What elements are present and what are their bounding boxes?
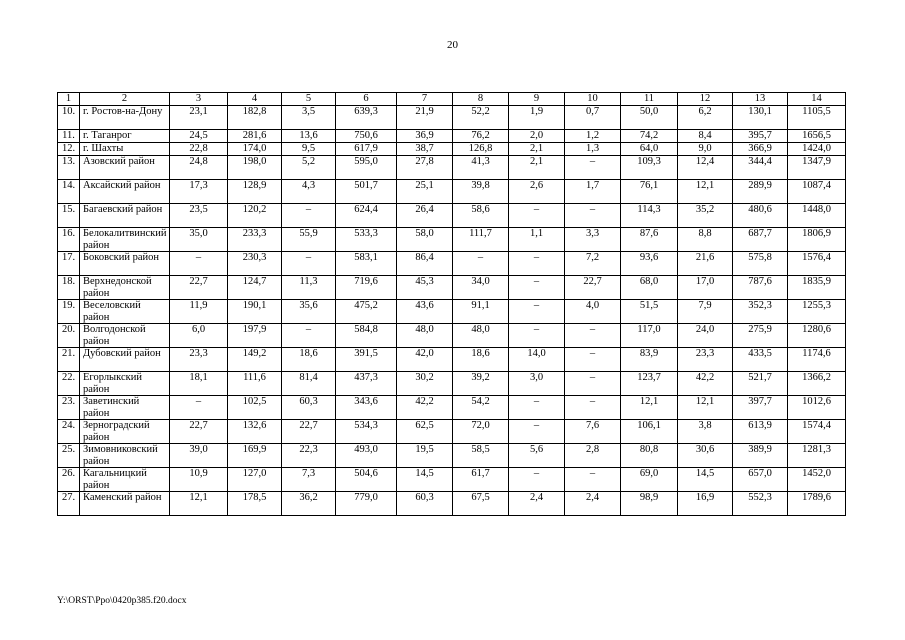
row-number: 18. <box>58 276 80 300</box>
cell-col-8: 111,7 <box>453 228 509 252</box>
cell-col-9: – <box>509 420 565 444</box>
cell-col-8: 41,3 <box>453 156 509 180</box>
cell-col-11: 74,2 <box>621 130 678 143</box>
cell-col-10: – <box>565 324 621 348</box>
column-header-11: 11 <box>621 93 678 106</box>
cell-col-12: 16,9 <box>678 492 733 516</box>
cell-col-7: 42,2 <box>397 396 453 420</box>
cell-col-9: 2,0 <box>509 130 565 143</box>
cell-col-8: 61,7 <box>453 468 509 492</box>
cell-col-11: 123,7 <box>621 372 678 396</box>
cell-col-4: 178,5 <box>228 492 282 516</box>
cell-col-4: 182,8 <box>228 106 282 130</box>
cell-col-3: – <box>170 396 228 420</box>
cell-col-11: 114,3 <box>621 204 678 228</box>
cell-col-3: 10,9 <box>170 468 228 492</box>
cell-col-13: 480,6 <box>733 204 788 228</box>
cell-col-4: 169,9 <box>228 444 282 468</box>
row-number: 24. <box>58 420 80 444</box>
cell-col-12: 7,9 <box>678 300 733 324</box>
district-name: Кагальницкий район <box>80 468 170 492</box>
district-name: г. Шахты <box>80 143 170 156</box>
cell-col-5: 81,4 <box>282 372 336 396</box>
cell-col-13: 575,8 <box>733 252 788 276</box>
cell-col-12: 24,0 <box>678 324 733 348</box>
cell-col-6: 437,3 <box>336 372 397 396</box>
cell-col-4: 281,6 <box>228 130 282 143</box>
cell-col-6: 639,3 <box>336 106 397 130</box>
district-name: Веселовский район <box>80 300 170 324</box>
cell-col-4: 190,1 <box>228 300 282 324</box>
column-header-3: 3 <box>170 93 228 106</box>
cell-col-14: 1012,6 <box>788 396 846 420</box>
cell-col-5: 22,7 <box>282 420 336 444</box>
cell-col-11: 83,9 <box>621 348 678 372</box>
cell-col-14: 1105,5 <box>788 106 846 130</box>
cell-col-6: 583,1 <box>336 252 397 276</box>
cell-col-12: 8,4 <box>678 130 733 143</box>
cell-col-8: 52,2 <box>453 106 509 130</box>
cell-col-6: 533,3 <box>336 228 397 252</box>
table-row <box>58 130 846 143</box>
table-row <box>58 468 846 492</box>
row-number: 14. <box>58 180 80 204</box>
cell-col-14: 1835,9 <box>788 276 846 300</box>
cell-col-10: 2,8 <box>565 444 621 468</box>
cell-col-14: 1452,0 <box>788 468 846 492</box>
cell-col-11: 50,0 <box>621 106 678 130</box>
row-number: 17. <box>58 252 80 276</box>
cell-col-11: 64,0 <box>621 143 678 156</box>
cell-col-3: 11,9 <box>170 300 228 324</box>
cell-col-6: 584,8 <box>336 324 397 348</box>
cell-col-10: 4,0 <box>565 300 621 324</box>
cell-col-3: 35,0 <box>170 228 228 252</box>
cell-col-7: 25,1 <box>397 180 453 204</box>
district-name: Зимовниковский район <box>80 444 170 468</box>
row-number: 16. <box>58 228 80 252</box>
cell-col-5: 11,3 <box>282 276 336 300</box>
column-header-2: 2 <box>80 93 170 106</box>
cell-col-5: – <box>282 204 336 228</box>
cell-col-14: 1448,0 <box>788 204 846 228</box>
cell-col-13: 344,4 <box>733 156 788 180</box>
cell-col-8: 54,2 <box>453 396 509 420</box>
cell-col-7: 42,0 <box>397 348 453 372</box>
district-name: Егорлыкский район <box>80 372 170 396</box>
cell-col-7: 26,4 <box>397 204 453 228</box>
column-header-1: 1 <box>58 93 80 106</box>
cell-col-12: 23,3 <box>678 348 733 372</box>
cell-col-4: 132,6 <box>228 420 282 444</box>
cell-col-11: 87,6 <box>621 228 678 252</box>
table-row <box>58 276 846 300</box>
cell-col-13: 521,7 <box>733 372 788 396</box>
cell-col-14: 1347,9 <box>788 156 846 180</box>
cell-col-10: 2,4 <box>565 492 621 516</box>
cell-col-3: 6,0 <box>170 324 228 348</box>
cell-col-4: 124,7 <box>228 276 282 300</box>
cell-col-8: 58,6 <box>453 204 509 228</box>
table-row <box>58 204 846 228</box>
cell-col-8: 67,5 <box>453 492 509 516</box>
cell-col-3: 23,3 <box>170 348 228 372</box>
cell-col-3: 22,7 <box>170 276 228 300</box>
cell-col-4: 230,3 <box>228 252 282 276</box>
row-number: 21. <box>58 348 80 372</box>
cell-col-11: 12,1 <box>621 396 678 420</box>
column-header-14: 14 <box>788 93 846 106</box>
cell-col-13: 613,9 <box>733 420 788 444</box>
cell-col-12: 12,1 <box>678 180 733 204</box>
cell-col-5: 5,2 <box>282 156 336 180</box>
row-number: 26. <box>58 468 80 492</box>
row-number: 27. <box>58 492 80 516</box>
cell-col-13: 395,7 <box>733 130 788 143</box>
cell-col-14: 1789,6 <box>788 492 846 516</box>
cell-col-10: 3,3 <box>565 228 621 252</box>
cell-col-14: 1366,2 <box>788 372 846 396</box>
cell-col-13: 130,1 <box>733 106 788 130</box>
district-name: Дубовский район <box>80 348 170 372</box>
table-row <box>58 143 846 156</box>
column-header-9: 9 <box>509 93 565 106</box>
column-header-6: 6 <box>336 93 397 106</box>
cell-col-6: 719,6 <box>336 276 397 300</box>
cell-col-13: 787,6 <box>733 276 788 300</box>
cell-col-9: 2,6 <box>509 180 565 204</box>
table-row <box>58 324 846 348</box>
cell-col-10: – <box>565 396 621 420</box>
cell-col-14: 1255,3 <box>788 300 846 324</box>
row-number: 23. <box>58 396 80 420</box>
cell-col-12: 3,8 <box>678 420 733 444</box>
cell-col-9: 5,6 <box>509 444 565 468</box>
cell-col-4: 111,6 <box>228 372 282 396</box>
cell-col-10: – <box>565 348 621 372</box>
cell-col-6: 504,6 <box>336 468 397 492</box>
cell-col-8: – <box>453 252 509 276</box>
cell-col-6: 501,7 <box>336 180 397 204</box>
cell-col-7: 30,2 <box>397 372 453 396</box>
cell-col-11: 80,8 <box>621 444 678 468</box>
table-header-row <box>58 93 846 106</box>
data-table <box>57 92 846 516</box>
cell-col-11: 93,6 <box>621 252 678 276</box>
cell-col-10: 1,7 <box>565 180 621 204</box>
cell-col-14: 1174,6 <box>788 348 846 372</box>
cell-col-8: 34,0 <box>453 276 509 300</box>
cell-col-7: 21,9 <box>397 106 453 130</box>
cell-col-12: 6,2 <box>678 106 733 130</box>
cell-col-5: 4,3 <box>282 180 336 204</box>
cell-col-12: 30,6 <box>678 444 733 468</box>
cell-col-12: 12,1 <box>678 396 733 420</box>
cell-col-9: – <box>509 276 565 300</box>
cell-col-4: 174,0 <box>228 143 282 156</box>
cell-col-10: 0,7 <box>565 106 621 130</box>
row-number: 15. <box>58 204 80 228</box>
cell-col-9: 1,1 <box>509 228 565 252</box>
footer-file-path: Y:\ORST\Ppo\0420p385.f20.docx <box>57 596 187 606</box>
column-header-8: 8 <box>453 93 509 106</box>
cell-col-12: 17,0 <box>678 276 733 300</box>
page-number: 20 <box>447 39 458 51</box>
cell-col-6: 624,4 <box>336 204 397 228</box>
cell-col-13: 352,3 <box>733 300 788 324</box>
cell-col-3: 12,1 <box>170 492 228 516</box>
district-name: г. Таганрог <box>80 130 170 143</box>
cell-col-5: 3,5 <box>282 106 336 130</box>
cell-col-10: 1,2 <box>565 130 621 143</box>
cell-col-12: 8,8 <box>678 228 733 252</box>
cell-col-7: 43,6 <box>397 300 453 324</box>
row-number: 10. <box>58 106 80 130</box>
cell-col-3: 22,7 <box>170 420 228 444</box>
cell-col-5: 13,6 <box>282 130 336 143</box>
cell-col-10: – <box>565 204 621 228</box>
cell-col-3: – <box>170 252 228 276</box>
column-header-10: 10 <box>565 93 621 106</box>
cell-col-4: 198,0 <box>228 156 282 180</box>
cell-col-8: 39,2 <box>453 372 509 396</box>
cell-col-5: – <box>282 324 336 348</box>
cell-col-14: 1574,4 <box>788 420 846 444</box>
cell-col-7: 60,3 <box>397 492 453 516</box>
row-number: 13. <box>58 156 80 180</box>
table-row <box>58 444 846 468</box>
cell-col-5: 18,6 <box>282 348 336 372</box>
cell-col-11: 51,5 <box>621 300 678 324</box>
cell-col-9: – <box>509 252 565 276</box>
cell-col-3: 22,8 <box>170 143 228 156</box>
cell-col-7: 62,5 <box>397 420 453 444</box>
cell-col-3: 17,3 <box>170 180 228 204</box>
cell-col-6: 343,6 <box>336 396 397 420</box>
column-header-5: 5 <box>282 93 336 106</box>
cell-col-14: 1806,9 <box>788 228 846 252</box>
table-row <box>58 156 846 180</box>
cell-col-13: 552,3 <box>733 492 788 516</box>
table-row <box>58 396 846 420</box>
cell-col-6: 595,0 <box>336 156 397 180</box>
cell-col-11: 117,0 <box>621 324 678 348</box>
district-name: Аксайский район <box>80 180 170 204</box>
district-name: Зерноградский район <box>80 420 170 444</box>
district-name: Багаевский район <box>80 204 170 228</box>
cell-col-12: 14,5 <box>678 468 733 492</box>
cell-col-4: 120,2 <box>228 204 282 228</box>
cell-col-5: – <box>282 252 336 276</box>
cell-col-11: 76,1 <box>621 180 678 204</box>
cell-col-9: – <box>509 396 565 420</box>
cell-col-12: 42,2 <box>678 372 733 396</box>
column-header-13: 13 <box>733 93 788 106</box>
cell-col-4: 127,0 <box>228 468 282 492</box>
cell-col-6: 493,0 <box>336 444 397 468</box>
cell-col-6: 617,9 <box>336 143 397 156</box>
table-row <box>58 372 846 396</box>
cell-col-10: – <box>565 372 621 396</box>
cell-col-4: 128,9 <box>228 180 282 204</box>
cell-col-6: 475,2 <box>336 300 397 324</box>
table-row <box>58 252 846 276</box>
district-name: Каменский район <box>80 492 170 516</box>
cell-col-8: 58,5 <box>453 444 509 468</box>
district-name: Заветинский район <box>80 396 170 420</box>
cell-col-3: 23,5 <box>170 204 228 228</box>
cell-col-3: 23,1 <box>170 106 228 130</box>
cell-col-13: 397,7 <box>733 396 788 420</box>
cell-col-6: 534,3 <box>336 420 397 444</box>
cell-col-14: 1656,5 <box>788 130 846 143</box>
column-header-4: 4 <box>228 93 282 106</box>
row-number: 20. <box>58 324 80 348</box>
cell-col-9: – <box>509 300 565 324</box>
cell-col-9: 1,9 <box>509 106 565 130</box>
cell-col-7: 45,3 <box>397 276 453 300</box>
cell-col-7: 48,0 <box>397 324 453 348</box>
cell-col-4: 149,2 <box>228 348 282 372</box>
cell-col-13: 389,9 <box>733 444 788 468</box>
cell-col-5: 35,6 <box>282 300 336 324</box>
cell-col-3: 24,5 <box>170 130 228 143</box>
district-name: Волгодонской район <box>80 324 170 348</box>
cell-col-8: 72,0 <box>453 420 509 444</box>
cell-col-5: 36,2 <box>282 492 336 516</box>
cell-col-11: 69,0 <box>621 468 678 492</box>
row-number: 12. <box>58 143 80 156</box>
cell-col-13: 366,9 <box>733 143 788 156</box>
cell-col-7: 19,5 <box>397 444 453 468</box>
cell-col-12: 21,6 <box>678 252 733 276</box>
cell-col-5: 22,3 <box>282 444 336 468</box>
cell-col-6: 779,0 <box>336 492 397 516</box>
row-number: 25. <box>58 444 80 468</box>
cell-col-4: 102,5 <box>228 396 282 420</box>
cell-col-3: 18,1 <box>170 372 228 396</box>
cell-col-10: 7,2 <box>565 252 621 276</box>
cell-col-10: 22,7 <box>565 276 621 300</box>
table-row <box>58 492 846 516</box>
cell-col-8: 18,6 <box>453 348 509 372</box>
cell-col-8: 76,2 <box>453 130 509 143</box>
cell-col-9: 14,0 <box>509 348 565 372</box>
cell-col-11: 109,3 <box>621 156 678 180</box>
table-row <box>58 180 846 204</box>
cell-col-9: – <box>509 468 565 492</box>
column-header-12: 12 <box>678 93 733 106</box>
table-row <box>58 348 846 372</box>
cell-col-14: 1280,6 <box>788 324 846 348</box>
district-name: Боковский район <box>80 252 170 276</box>
cell-col-7: 14,5 <box>397 468 453 492</box>
row-number: 11. <box>58 130 80 143</box>
cell-col-11: 68,0 <box>621 276 678 300</box>
cell-col-14: 1281,3 <box>788 444 846 468</box>
district-name: г. Ростов-на-Дону <box>80 106 170 130</box>
cell-col-13: 433,5 <box>733 348 788 372</box>
cell-col-7: 27,8 <box>397 156 453 180</box>
cell-col-6: 750,6 <box>336 130 397 143</box>
cell-col-9: – <box>509 324 565 348</box>
column-header-7: 7 <box>397 93 453 106</box>
cell-col-5: 7,3 <box>282 468 336 492</box>
cell-col-4: 197,9 <box>228 324 282 348</box>
cell-col-5: 55,9 <box>282 228 336 252</box>
table-row <box>58 228 846 252</box>
cell-col-11: 106,1 <box>621 420 678 444</box>
cell-col-5: 60,3 <box>282 396 336 420</box>
district-name: Белокалитвинский район <box>80 228 170 252</box>
cell-col-9: – <box>509 204 565 228</box>
row-number: 22. <box>58 372 80 396</box>
cell-col-10: – <box>565 156 621 180</box>
table-row <box>58 106 846 130</box>
cell-col-14: 1424,0 <box>788 143 846 156</box>
cell-col-6: 391,5 <box>336 348 397 372</box>
cell-col-7: 38,7 <box>397 143 453 156</box>
cell-col-13: 289,9 <box>733 180 788 204</box>
cell-col-8: 91,1 <box>453 300 509 324</box>
cell-col-7: 86,4 <box>397 252 453 276</box>
district-name: Азовский район <box>80 156 170 180</box>
cell-col-9: 2,4 <box>509 492 565 516</box>
cell-col-10: 1,3 <box>565 143 621 156</box>
cell-col-13: 657,0 <box>733 468 788 492</box>
cell-col-5: 9,5 <box>282 143 336 156</box>
cell-col-10: – <box>565 468 621 492</box>
cell-col-11: 98,9 <box>621 492 678 516</box>
cell-col-3: 39,0 <box>170 444 228 468</box>
cell-col-9: 2,1 <box>509 143 565 156</box>
cell-col-7: 36,9 <box>397 130 453 143</box>
cell-col-7: 58,0 <box>397 228 453 252</box>
cell-col-12: 9,0 <box>678 143 733 156</box>
cell-col-12: 35,2 <box>678 204 733 228</box>
cell-col-13: 687,7 <box>733 228 788 252</box>
cell-col-14: 1576,4 <box>788 252 846 276</box>
cell-col-3: 24,8 <box>170 156 228 180</box>
table-row <box>58 420 846 444</box>
table-row <box>58 300 846 324</box>
cell-col-8: 48,0 <box>453 324 509 348</box>
cell-col-4: 233,3 <box>228 228 282 252</box>
cell-col-10: 7,6 <box>565 420 621 444</box>
cell-col-9: 3,0 <box>509 372 565 396</box>
cell-col-12: 12,4 <box>678 156 733 180</box>
cell-col-14: 1087,4 <box>788 180 846 204</box>
cell-col-13: 275,9 <box>733 324 788 348</box>
district-name: Верхнедонской район <box>80 276 170 300</box>
row-number: 19. <box>58 300 80 324</box>
cell-col-9: 2,1 <box>509 156 565 180</box>
cell-col-8: 126,8 <box>453 143 509 156</box>
cell-col-8: 39,8 <box>453 180 509 204</box>
